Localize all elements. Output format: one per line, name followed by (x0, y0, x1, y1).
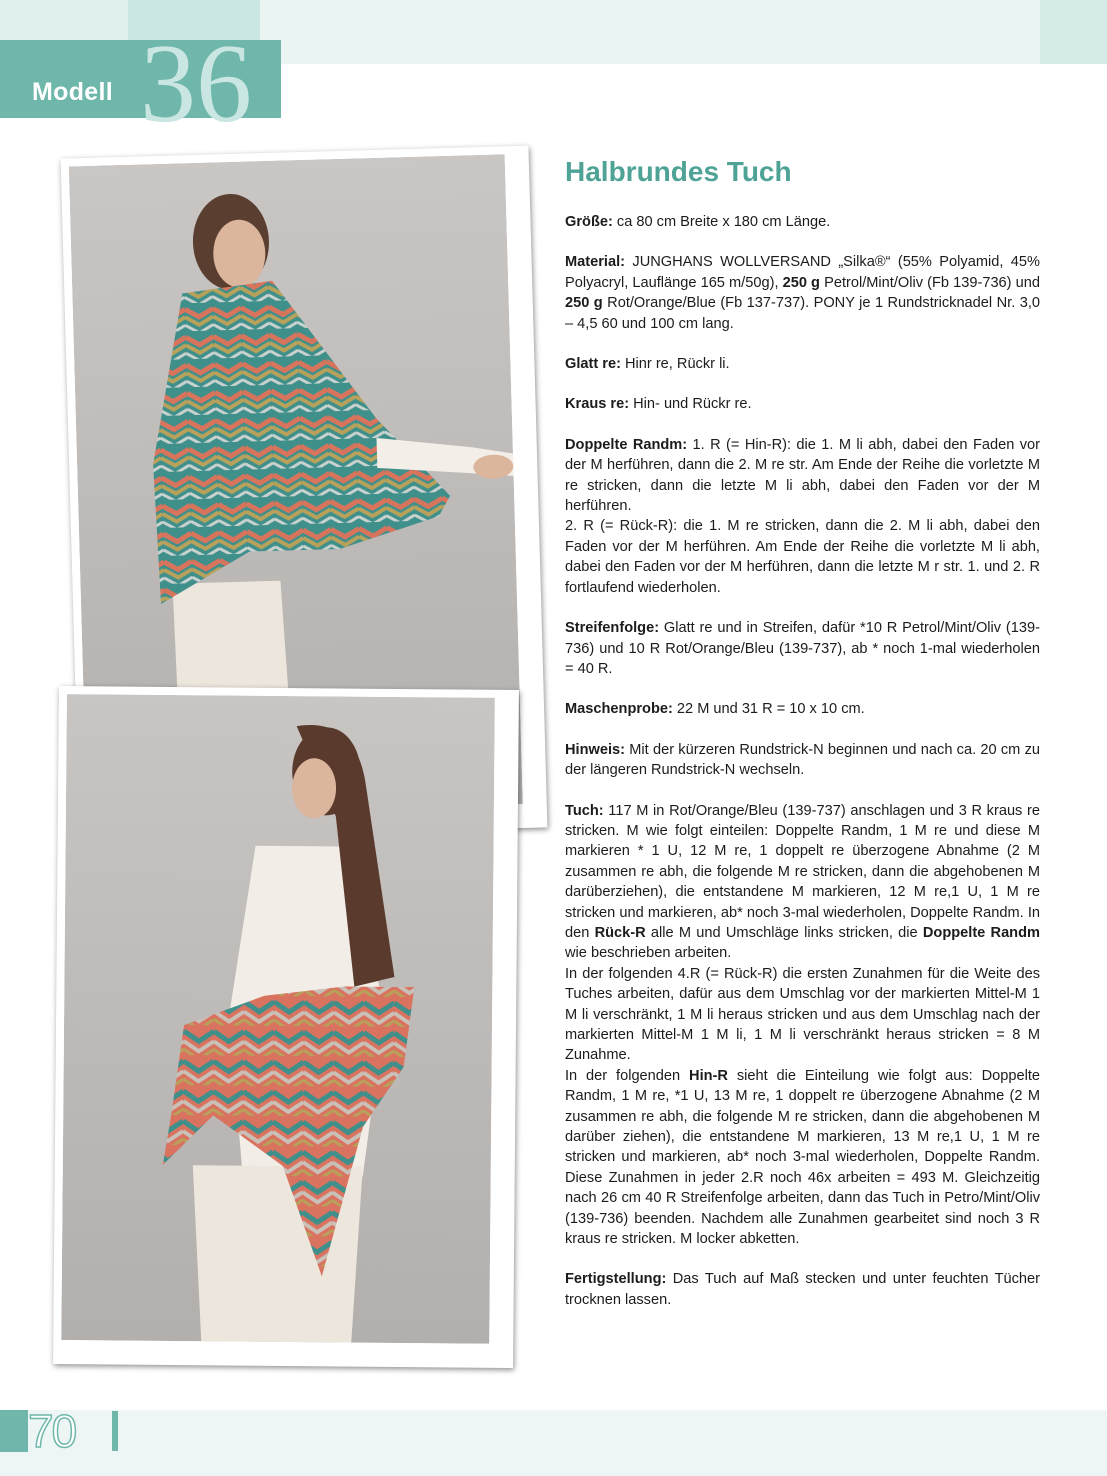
section-text: Mit der kürzeren Rundstrick-N beginnen und nach ca. 20 cm zu der längeren Rundstrick-N wechseln. (565, 741, 1040, 779)
page-title: Halbrundes Tuch (565, 156, 792, 187)
section-text: Hin- und Rückr re. (629, 396, 752, 413)
photo-illustration (61, 694, 495, 1344)
section-label: Fertigstellung: (565, 1271, 667, 1288)
section-maschenprobe (565, 699, 1040, 719)
section-text: wie beschrieben arbeiten. (565, 945, 732, 962)
section-paragraph (565, 1066, 1040, 1250)
section-text: 22 M und 31 R = 10 x 10 cm. (672, 701, 865, 718)
section-emphasis: Hin-R (689, 1067, 728, 1084)
footer-tile (0, 1410, 28, 1452)
header-tile (0, 0, 128, 40)
section-tuch (565, 801, 1040, 1250)
section-text: In der folgenden (565, 1067, 690, 1084)
header-tile (1040, 0, 1107, 64)
section-kraus (565, 394, 1040, 414)
section-label: Tuch: (565, 802, 604, 819)
page-number-rule (112, 1411, 118, 1451)
section-text: ca 80 cm Breite x 180 cm Länge. (612, 214, 831, 230)
section-paragraph: In der folgenden 4.R (= Rück-R) die ersten Zunahmen für die Weite des Tuches arbeiten, dafür aus dem Umschlag vor der markierten Mittel-M 1 M li verschränkt, 1 M li heraus stricken und aus dem Umschlag nach der markierten Mittel-M 1 M li, 1 M li verschränkt heraus stricken = 8 M Zunahme. (565, 965, 1040, 1064)
section-fertigstellung (565, 1269, 1040, 1310)
section-emphasis: Doppelte Randm (922, 924, 1040, 941)
model-label: Modell (32, 78, 113, 106)
section-label: Kraus re: (565, 396, 630, 413)
section-streifen (565, 618, 1040, 679)
section-text: alle M und Umschläge links stricken, die (645, 924, 923, 941)
section-label: Hinweis: (565, 741, 626, 758)
pattern-text (565, 150, 1040, 1330)
section-text: 1. R (= Hin-R): die 1. M li abh, dabei den Faden vor der M herführen, dann die 2. M re str. Am Ende der Reihe die vorletzte M re stricken, dann die letzte M li abh, dabei den Faden vor der M herführen. (565, 436, 1040, 515)
section-paragraph (565, 801, 1040, 964)
section-label: Größe: (565, 214, 613, 230)
section-text: Petrol/Mint/Oliv (Fb 139-736) und (819, 274, 1040, 291)
header-tile (260, 0, 1040, 64)
section-glatt (565, 354, 1040, 374)
section-label: Glatt re: (565, 356, 621, 373)
footer-band (0, 1405, 1107, 1476)
section-label: Doppelte Randm: (565, 436, 688, 453)
section-groesse (565, 212, 1040, 232)
section-text: sieht die Einteilung wie folgt aus: Doppelte Randm, 1 M re, *1 U, 13 M re, 1 doppelt re überzogene Abnahme (2 M zusammen re abh, die folgende M re stricken, dann die abgehobenen M darüber ziehen), die entstandene M markieren, 13 M re,1 U, 1 M re stricken und markieren, ab* noch 3-mal wiederholen, Doppelte Randm. Diese Zunahmen in jeder 2.R noch 46x arbeiten = 493 M. Gleichzeitig nach 26 cm 40 R Streifenfolge arbeiten, dann das Tuch in Petro/Mint/Oliv (139-736) beenden. Nachdem alle Zunahmen gearbeitet sind noch 3 R kraus re stricken. M locker abketten. (565, 1067, 1041, 1248)
section-text: Hinr re, Rückr li. (620, 356, 730, 373)
model-number: 36 (140, 22, 252, 146)
section-paragraph: 2. R (= Rück-R): die 1. M re stricken, dann die 2. M li abh, dabei den Faden vor der M herführen. Am Ende der Reihe die vorletzte M li abh, dabei den Faden vor der M herführen, dann die letzte M r str. 1. und 2. R fortlaufend wiederholen. (565, 518, 1040, 596)
section-label: Maschenprobe: (565, 701, 673, 718)
section-material (565, 252, 1040, 334)
section-text: 117 M in Rot/Orange/Bleu (139-737) anschlagen und 3 R kraus re stricken. M wie folgt einteilen: Doppelte Randm, 1 M re und diese M markieren * 1 U, 12 M re, 1 doppelt re überzogene Abnahme (2 M zusammen re abh, die folgende M re stricken, dann die abgehobenen M darüberziehen), die entstandene M markieren, 12 M re,1 U, 1 M re stricken und markieren, ab* noch 3-mal wiederholen, Doppelte Randm. In den (565, 802, 1040, 941)
page-number: 70 (28, 1405, 76, 1457)
section-label: Streifenfolge: (565, 620, 660, 637)
section-label: Material: (565, 254, 626, 271)
section-text: Glatt re und in Streifen, dafür *10 R Petrol/Mint/Oliv (139-736) und 10 R Rot/Orange/Bleu (139-737), ab * noch 1-mal wiederholen = 40 R. (565, 620, 1040, 677)
section-paragraph (565, 435, 1040, 517)
section-emphasis: 250 g (565, 295, 603, 312)
section-randm (565, 435, 1040, 598)
section-emphasis: Rück-R (594, 924, 646, 941)
section-hinweis (565, 740, 1040, 781)
photo-shawl-back-view (53, 686, 519, 1368)
section-emphasis: 250 g (782, 274, 820, 291)
section-text: JUNGHANS WOLLVERSAND „Silka®“ (55% Polyamid, 45% Polyacryl, Lauflänge 165 m/50g), (565, 254, 1040, 291)
section-text: Rot/Orange/Blue (Fb 137-737). PONY je 1 Rundstricknadel Nr. 3,0 – 4,5 60 und 100 cm lang. (565, 295, 1040, 332)
section-text: Das Tuch auf Maß stecken und unter feuchten Tücher trocknen lassen. (565, 1271, 1040, 1308)
